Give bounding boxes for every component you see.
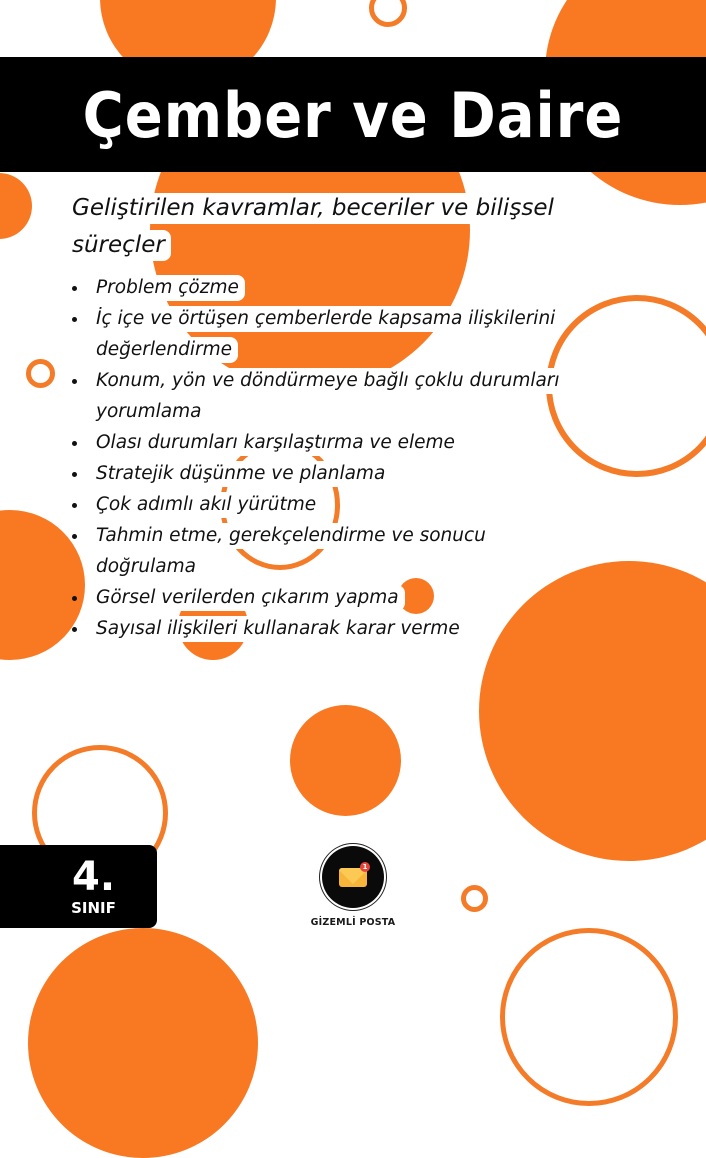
bullet-icon [72, 596, 77, 601]
skill-item [68, 489, 568, 520]
skill-text: Olası durumları karşılaştırma ve eleme [92, 430, 461, 456]
skill-item [68, 365, 568, 427]
brand-name: GİZEMLİ POSTA [310, 917, 396, 928]
decor-ring-left-small [26, 359, 55, 388]
logo-mark [322, 846, 384, 908]
brand-logo [303, 846, 403, 928]
notification-badge: 1 [360, 862, 370, 872]
decor-ring-bottom-small [461, 885, 488, 912]
skill-item [68, 427, 568, 458]
bullet-icon [72, 503, 77, 508]
grade-badge [0, 845, 157, 928]
bullet-icon [72, 317, 77, 322]
skill-item [68, 582, 568, 613]
skill-text: Sayısal ilişkileri kullanarak karar verme [92, 616, 466, 642]
decor-ring-top-small [369, 0, 407, 27]
skill-item [68, 272, 568, 303]
bullet-icon [72, 472, 77, 477]
skill-text: Tahmin etme, gerekçelendirme ve sonucu doğrulama [92, 523, 492, 580]
decor-ring-bottom-right [500, 928, 678, 1106]
skills-list [68, 272, 568, 644]
decor-circle-left-mid [0, 173, 32, 239]
decor-ring-right-mid [546, 295, 706, 477]
skill-text: İç içe ve örtüşen çemberlerde kapsama ilişkilerini değerlendirme [92, 306, 561, 363]
skill-item [68, 520, 568, 582]
bullet-icon [72, 441, 77, 446]
bullet-icon [72, 379, 77, 384]
skill-item [68, 303, 568, 365]
bullet-icon [72, 534, 77, 539]
skill-text: Stratejik düşünme ve planlama [92, 461, 391, 487]
skill-text: Problem çözme [92, 275, 245, 301]
skill-text: Konum, yön ve döndürmeye bağlı çoklu durumları yorumlama [92, 368, 566, 425]
bullet-icon [72, 286, 77, 291]
grade-number: 4. [71, 853, 116, 900]
skills-heading [68, 190, 568, 264]
skill-item [68, 613, 568, 644]
skill-text: Çok adımlı akıl yürütme [92, 492, 322, 518]
grade-label: SINIF [71, 898, 116, 917]
bullet-icon [72, 627, 77, 632]
skills-section [68, 190, 568, 644]
page-title: Çember ve Daire [82, 80, 624, 153]
decor-circle-middle [290, 705, 401, 816]
decor-circle-bottom-left [28, 928, 258, 1158]
skills-heading-text: Geliştirilen kavramlar, beceriler ve bilişsel süreçler [68, 193, 560, 261]
skill-text: Görsel verilerden çıkarım yapma [92, 585, 405, 611]
skill-item [68, 458, 568, 489]
title-banner [0, 57, 706, 172]
